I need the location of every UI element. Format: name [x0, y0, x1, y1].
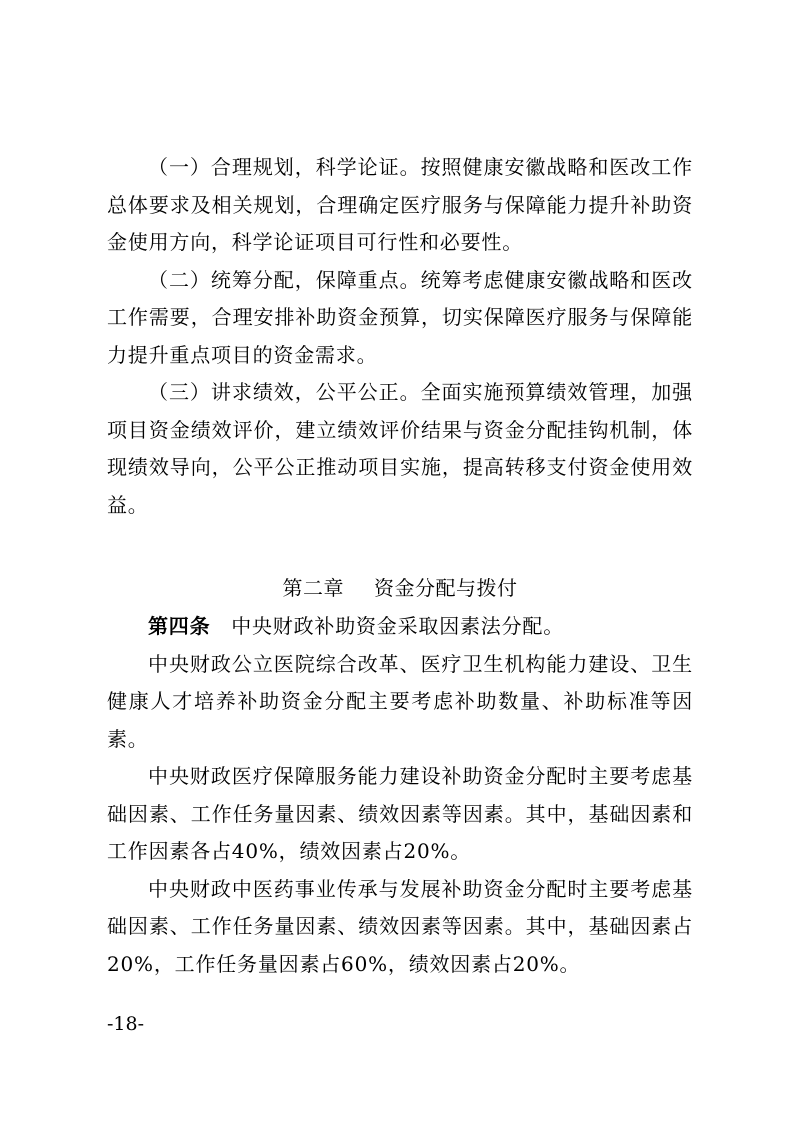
- chapter-heading: [107, 568, 693, 608]
- article-4: [107, 608, 693, 646]
- paragraph-allocation-1: 中央财政公立医院综合改革、医疗卫生机构能力建设、卫生健康人才培养补助资金分配主要考虑补助数量、补助标准等因素。: [107, 651, 693, 751]
- section-spacer: [107, 524, 693, 568]
- chapter-number: 第二章: [282, 576, 344, 600]
- paragraph-allocation-3: 中央财政中医药事业传承与发展补助资金分配时主要考虑基础因素、工作任务量因素、绩效因素等因素。其中，基础因素占20%，工作任务量因素占60%，绩效因素占20%。: [107, 876, 693, 976]
- paragraph-principle-1: （一）合理规划，科学论证。按照健康安徽战略和医改工作总体要求及相关规划，合理确定医疗服务与保障能力提升补助资金使用方向，科学论证项目可行性和必要性。: [107, 155, 693, 254]
- page-number: -18-: [107, 1013, 145, 1035]
- paragraph-principle-3: （三）讲求绩效，公平公正。全面实施预算绩效管理，加强项目资金绩效评价，建立绩效评价结果与资金分配挂钩机制，体现绩效导向，公平公正推动项目实施，提高转移支付资金使用效益。: [107, 380, 693, 517]
- article-4-label: 第四条: [148, 614, 211, 638]
- article-4-text: 中央财政补助资金采取因素法分配。: [210, 614, 565, 638]
- chapter-title: 资金分配与拨付: [374, 576, 518, 600]
- paragraph-principle-2: （二）统筹分配，保障重点。统筹考虑健康安徽战略和医改工作需要，合理安排补助资金预算，切实保障医疗服务与保障能力提升重点项目的资金需求。: [107, 267, 693, 367]
- document-body: [107, 149, 693, 983]
- paragraph-allocation-2: 中央财政医疗保障服务能力建设补助资金分配时主要考虑基础因素、工作任务量因素、绩效因素等因素。其中，基础因素和工作因素各占40%，绩效因素占20%。: [107, 764, 693, 863]
